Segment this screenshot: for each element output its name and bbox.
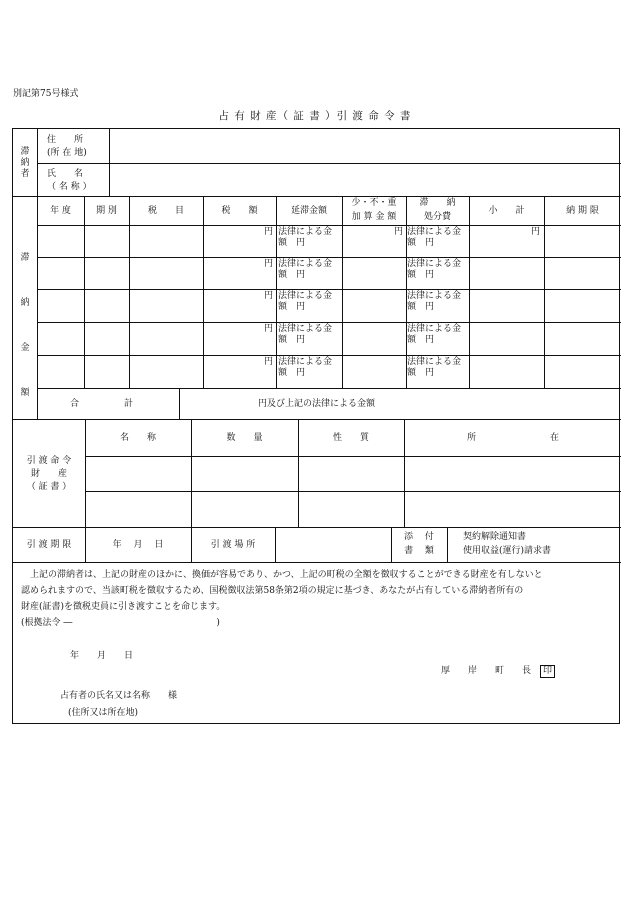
header-tax-amount: 税 額 [221,206,258,216]
attachment-label-2: 書 類 [404,546,434,556]
seal-mark: 印 [540,665,555,678]
header-quantity: 数 量 [226,433,263,443]
header-subtotal: 小 計 [488,206,525,216]
disposal-legal: 法律による金 額 円 [407,357,462,378]
header-tax-item: 税 目 [147,206,184,216]
header-location-2: 在 [550,433,560,443]
subtotal-yen: 円 [530,227,540,237]
delivery-deadline-label: 引 渡 期 限 [26,540,72,550]
property-label: 引 渡 命 令 [26,456,72,466]
disposal-legal: 法律による金 額 円 [407,324,462,345]
header-disposal: 滞 納 [419,198,456,208]
taxpayer-label: 滞 納 者 [20,147,30,179]
header-period: 期 別 [96,206,117,216]
name-field[interactable] [110,164,620,195]
property-label-2: 財 産 [30,469,67,479]
delinquent-label: 滞 納 金 額 [20,253,30,398]
late-fee-legal: 法律による金 額 円 [278,259,333,280]
form-number: 別記第75号様式 [13,89,79,99]
header-additional-sub: 加 算 金 額 [351,212,397,222]
notice-text: 上記の滞納者は、上記の財産のほかに、換価が容易であり、かつ、上記の町税の全額を徴収することができる財産を有しないと 認められますので、当該町税を徴収するため、国税徴収法第58条第2項の規定に基づき、あなたが占有している滞納者所有の 財産(証書)を徴税吏員に引き渡すことを命じます。 (根拠法令 ― ) [21,570,543,628]
header-location: 所 [467,433,477,443]
disposal-legal: 法律による金 額 円 [407,227,462,248]
property-label-3: （ 証 書 ） [26,482,72,492]
late-fee-legal: 法律による金 額 円 [278,291,333,312]
name-label-sub: （ 名 称 ） [47,182,92,192]
additional-yen: 円 [393,227,403,237]
recipient-address: (住所又は所在地) [68,708,139,718]
total-label: 合 計 [70,399,134,409]
recipient-name: 占有者の氏名又は名称 様 [60,691,178,701]
late-fee-legal: 法律による金 額 円 [278,357,333,378]
header-nature: 性 質 [332,433,369,443]
header-deadline: 納 期 限 [566,206,599,216]
header-additional: 少・不・重 [351,198,397,208]
total-text: 円及び上記の法律による金額 [258,399,376,409]
address-label: 住 所 [47,135,84,145]
attachment-doc-1: 契約解除通知書 [463,532,527,542]
tax-amount-yen: 円 [263,227,273,237]
tax-amount-yen: 円 [263,259,273,269]
disposal-legal: 法律による金 額 円 [407,259,462,280]
tax-amount-yen: 円 [263,291,273,301]
delivery-place-label: 引 渡 場 所 [210,540,256,550]
name-label: 氏 名 [47,169,84,179]
late-fee-legal: 法律による金 額 円 [278,324,333,345]
address-label-sub: (所 在 地) [47,148,87,158]
address-field[interactable] [110,130,620,162]
attachment-label: 添 付 [404,532,434,542]
header-disposal-sub: 処分費 [423,212,451,222]
document-title: 占 有 財 産（ 証 書 ）引 渡 命 令 書 [218,110,412,122]
tax-amount-yen: 円 [263,324,273,334]
attachment-doc-2: 使用収益(運行)請求書 [463,546,552,556]
delivery-date: 年 月 日 [112,540,164,550]
header-year: 年 度 [50,206,71,216]
header-name: 名 称 [119,433,156,443]
tax-amount-yen: 円 [263,357,273,367]
late-fee-legal: 法律による金 額 円 [278,227,333,248]
issue-date: 年 月 日 [70,651,134,661]
header-late-fee: 延滞金額 [290,206,327,216]
order-form [12,128,620,724]
issuer: 厚 岸 町 長 印 [441,665,555,678]
disposal-legal: 法律による金 額 円 [407,291,462,312]
